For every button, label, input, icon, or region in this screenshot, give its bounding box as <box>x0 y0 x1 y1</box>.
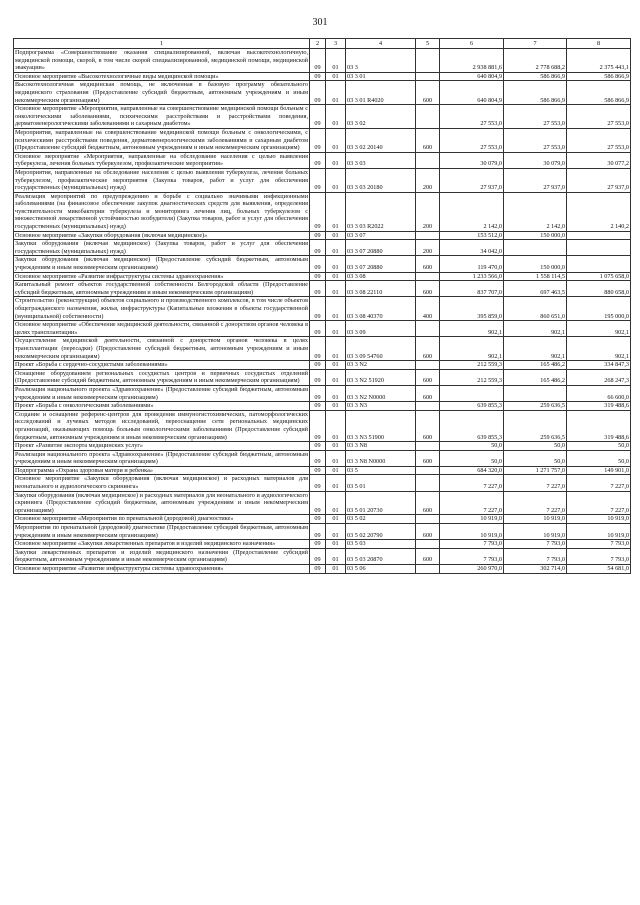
row-name: Закупки лекарственных препаратов и изделий медицинского назначения (Предоставление субсидий бюджетным, автономным учреждениям и иным некоммерческим организациям) <box>15 548 308 564</box>
row-amount-1: 2 938 881,6 <box>440 49 504 73</box>
column-header-amount-3: 8 <box>567 39 631 49</box>
row-amount-1: 2 142,0 <box>440 192 504 231</box>
row-target-article: 03 5 <box>346 466 416 475</box>
row-amount-1: 7 227,0 <box>440 491 504 515</box>
row-name: Основное мероприятие «Закупки оборудования (включая медицинское)» <box>14 231 310 240</box>
page-number: 301 <box>312 17 328 28</box>
row-amount-3: 10 919,0 <box>567 515 631 524</box>
row-target-article: 03 5 03 20870 <box>346 548 416 564</box>
row-name: Основное мероприятие «Закупки оборудования (включая медицинское) и расходных материалов для неонатального и аудиологического скрининга» <box>15 475 308 491</box>
row-amount-1: 640 804,9 <box>440 81 504 105</box>
table-row <box>14 240 631 256</box>
row-subsection: 01 <box>326 128 346 152</box>
row-amount-1: 684 320,0 <box>440 466 504 475</box>
row-name: Основное мероприятие «Мероприятия, направленные на обследование населения с целью выявления туберкулеза, лечения больных туберкулезом, профилактические мероприятия» <box>15 152 308 168</box>
row-amount-1: 7 793,0 <box>440 540 504 549</box>
table-row <box>14 565 631 574</box>
row-name: Оснащение оборудованием региональных сосудистых центров и первичных сосудистых отделений (Предоставление субсидий бюджетным, автономным учреждениям и иным некоммерческим организациям) <box>15 369 308 385</box>
row-expense-type: 600 <box>416 524 440 540</box>
row-target-article: 03 5 06 <box>346 565 416 574</box>
row-amount-2: 259 636,5 <box>504 410 567 441</box>
row-amount-2: 50,0 <box>504 450 567 466</box>
row-name: Реализация национального проекта «Здравоохранение» (Предоставление субсидий бюджетным, автономным учреждениям и иным некоммерческим организациям) <box>15 385 308 401</box>
row-amount-3 <box>567 240 631 256</box>
row-amount-3: 7 227,0 <box>567 475 631 491</box>
row-amount-1: 260 970,0 <box>440 565 504 574</box>
row-subsection: 01 <box>326 192 346 231</box>
row-section: 09 <box>310 515 326 524</box>
row-target-article: 03 3 09 <box>346 321 416 337</box>
row-amount-2: 860 651,0 <box>504 297 567 321</box>
table-row <box>14 442 631 451</box>
row-target-article: 03 5 02 <box>346 515 416 524</box>
row-amount-3: 334 847,3 <box>567 361 631 370</box>
row-subsection: 01 <box>326 321 346 337</box>
row-subsection: 01 <box>326 402 346 411</box>
row-amount-1: 7 227,0 <box>440 475 504 491</box>
row-subsection: 01 <box>326 565 346 574</box>
row-target-article: 03 5 01 <box>346 475 416 491</box>
row-amount-3: 149 901,0 <box>567 466 631 475</box>
row-expense-type <box>416 49 440 73</box>
row-name: Мероприятия по пренатальной (дородовой) диагностике (Предоставление субсидий бюджетным, автономным учреждениям и иным некоммерческим организациям) <box>15 524 308 539</box>
row-target-article: 03 3 N2 N0000 <box>346 385 416 401</box>
row-name: Осуществление медицинской деятельности, связанной с донорством органов человека в целях трансплантации (пересадки) (Предоставление субсидий бюджетным, автономным учреждениям и иным некоммерческим организациям) <box>15 337 308 360</box>
row-expense-type <box>416 361 440 370</box>
row-section: 09 <box>310 524 326 540</box>
row-section: 09 <box>310 168 326 192</box>
table-row <box>14 272 631 281</box>
row-target-article: 03 3 01 R4020 <box>346 81 416 105</box>
row-expense-type <box>416 515 440 524</box>
row-amount-3: 30 077,2 <box>567 152 631 168</box>
row-expense-type <box>416 321 440 337</box>
row-section: 09 <box>310 231 326 240</box>
table-row <box>14 491 631 515</box>
row-amount-3: 7 793,0 <box>567 540 631 549</box>
row-name: Основное мероприятие «Обеспечение медицинской деятельности, связанной с донорством органов человека в целях трансплантации» <box>15 321 308 336</box>
budget-table <box>13 38 631 574</box>
row-subsection: 01 <box>326 49 346 73</box>
row-section: 09 <box>310 105 326 129</box>
row-section: 09 <box>310 321 326 337</box>
row-section: 09 <box>310 72 326 81</box>
table-row <box>14 515 631 524</box>
row-amount-1: 639 855,3 <box>440 402 504 411</box>
row-section: 09 <box>310 152 326 168</box>
table-row <box>14 540 631 549</box>
row-amount-2: 2 778 688,2 <box>504 49 567 73</box>
row-target-article: 03 3 N2 <box>346 361 416 370</box>
row-amount-1 <box>440 385 504 401</box>
row-subsection: 01 <box>326 361 346 370</box>
row-amount-3: 319 488,6 <box>567 402 631 411</box>
table-row <box>14 105 631 129</box>
row-subsection: 01 <box>326 297 346 321</box>
table-row <box>14 337 631 361</box>
row-amount-1: 212 559,3 <box>440 369 504 385</box>
column-header-subsection: 3 <box>326 39 346 49</box>
row-target-article: 03 3 08 <box>346 272 416 281</box>
row-amount-2 <box>504 385 567 401</box>
row-amount-1: 10 919,0 <box>440 524 504 540</box>
row-amount-1: 640 804,9 <box>440 72 504 81</box>
row-subsection: 01 <box>326 524 346 540</box>
row-name: Подпрограмма «Охрана здоровья матери и ребенка» <box>14 466 310 475</box>
table-row <box>14 475 631 491</box>
row-name: Высокотехнологичная медицинская помощь, не включенная в базовую программу обязательного медицинского страхования (Предоставление субсидий бюджетным, автономным учреждениям и иным некоммерческим организациям) <box>15 81 308 104</box>
row-target-article: 03 3 08 40370 <box>346 297 416 321</box>
row-amount-1: 837 707,0 <box>440 281 504 297</box>
row-target-article: 03 5 02 20790 <box>346 524 416 540</box>
table-row <box>14 524 631 540</box>
row-amount-1: 395 859,0 <box>440 297 504 321</box>
row-amount-1: 27 553,0 <box>440 128 504 152</box>
table-row <box>14 361 631 370</box>
row-name: Капитальный ремонт объектов государственной собственности Белгородской области (Предоставление субсидий бюджетным, автономным учреждениям и иным некоммерческим организациям) <box>15 281 308 296</box>
row-amount-2: 27 937,0 <box>504 168 567 192</box>
row-subsection: 01 <box>326 240 346 256</box>
row-amount-3: 27 553,0 <box>567 105 631 129</box>
row-target-article: 03 5 03 <box>346 540 416 549</box>
row-name: Основное мероприятие «Высокотехнологичные виды медицинской помощи» <box>14 72 310 81</box>
row-subsection: 01 <box>326 450 346 466</box>
row-section: 09 <box>310 256 326 272</box>
row-subsection: 01 <box>326 168 346 192</box>
row-subsection: 01 <box>326 466 346 475</box>
row-amount-2: 586 866,9 <box>504 72 567 81</box>
table-row <box>14 369 631 385</box>
row-section: 09 <box>310 192 326 231</box>
row-section: 09 <box>310 81 326 105</box>
row-expense-type <box>416 540 440 549</box>
row-amount-3: 27 553,0 <box>567 128 631 152</box>
row-subsection: 01 <box>326 515 346 524</box>
row-target-article: 03 3 08 22110 <box>346 281 416 297</box>
row-amount-2: 27 553,0 <box>504 105 567 129</box>
table-row <box>14 466 631 475</box>
table-row <box>14 128 631 152</box>
row-amount-2: 27 553,0 <box>504 128 567 152</box>
row-subsection: 01 <box>326 81 346 105</box>
row-subsection: 01 <box>326 410 346 441</box>
row-section: 09 <box>310 540 326 549</box>
row-amount-3: 2 140,2 <box>567 192 631 231</box>
row-amount-2: 30 079,0 <box>504 152 567 168</box>
row-amount-2: 150 000,0 <box>504 256 567 272</box>
row-name: Проект «Борьба с сердечно-сосудистыми заболеваниями» <box>14 361 310 370</box>
row-expense-type <box>416 72 440 81</box>
row-amount-3: 2 375 443,1 <box>567 49 631 73</box>
row-name: Мероприятия, направленные на совершенствование медицинской помощи больным с онкологическими, с психическими расстройствами поведения, дерматовенерологическими заболеваниями и сахарным диабетом (Предоставление субсидий бюджетным, автономным учреждениям и иным некоммерческим организациям) <box>15 128 308 152</box>
table-row <box>14 385 631 401</box>
row-section: 09 <box>310 565 326 574</box>
table-row <box>14 410 631 441</box>
row-amount-2: 165 486,2 <box>504 361 567 370</box>
row-subsection: 01 <box>326 442 346 451</box>
row-name: Основное мероприятие «Развитие инфраструктуры системы здравоохранения» <box>14 272 310 281</box>
row-subsection: 01 <box>326 105 346 129</box>
row-subsection: 01 <box>326 540 346 549</box>
table-row <box>14 402 631 411</box>
row-amount-1: 902,1 <box>440 337 504 361</box>
row-amount-3: 319 488,6 <box>567 410 631 441</box>
row-name: Основное мероприятие «Мероприятия по пренатальной (дородовой) диагностике» <box>14 515 310 524</box>
row-name: Строительство (реконструкция) объектов социального и производственного комплексов, в том числе объектов общегражданского назначения, жилья, инфраструктуры (Капитальные вложения в объекты государственной (муниципальной) собственности) <box>15 297 308 320</box>
row-amount-2 <box>504 240 567 256</box>
table-header-row <box>14 39 631 49</box>
row-amount-1: 212 559,3 <box>440 361 504 370</box>
row-amount-2: 697 463,5 <box>504 281 567 297</box>
row-expense-type: 200 <box>416 192 440 231</box>
row-amount-2: 7 227,0 <box>504 475 567 491</box>
row-amount-2: 10 919,0 <box>504 524 567 540</box>
row-target-article: 03 3 02 <box>346 105 416 129</box>
row-amount-1: 27 553,0 <box>440 105 504 129</box>
table-row <box>14 450 631 466</box>
row-section: 09 <box>310 297 326 321</box>
row-subsection: 01 <box>326 281 346 297</box>
row-subsection: 01 <box>326 72 346 81</box>
row-expense-type: 600 <box>416 385 440 401</box>
table-row <box>14 297 631 321</box>
row-section: 09 <box>310 281 326 297</box>
row-name: Проект «Борьба с онкологическими заболеваниями» <box>14 402 310 411</box>
row-amount-1: 1 233 566,0 <box>440 272 504 281</box>
table-row <box>14 81 631 105</box>
row-expense-type: 600 <box>416 256 440 272</box>
row-section: 09 <box>310 402 326 411</box>
row-target-article: 03 3 01 <box>346 72 416 81</box>
row-amount-3: 10 919,0 <box>567 524 631 540</box>
row-amount-3: 66 600,0 <box>567 385 631 401</box>
row-amount-3: 7 227,0 <box>567 491 631 515</box>
row-amount-3 <box>567 231 631 240</box>
row-target-article: 03 3 03 R2022 <box>346 192 416 231</box>
row-amount-2: 150 000,0 <box>504 231 567 240</box>
row-amount-2: 586 866,9 <box>504 81 567 105</box>
column-header-name: 1 <box>14 39 310 49</box>
row-expense-type: 200 <box>416 240 440 256</box>
row-subsection: 01 <box>326 385 346 401</box>
row-amount-1: 639 855,3 <box>440 410 504 441</box>
row-amount-1: 153 512,0 <box>440 231 504 240</box>
row-subsection: 01 <box>326 152 346 168</box>
column-header-section: 2 <box>310 39 326 49</box>
row-amount-2: 50,0 <box>504 442 567 451</box>
row-expense-type: 600 <box>416 369 440 385</box>
row-amount-2: 7 793,0 <box>504 548 567 564</box>
row-expense-type: 600 <box>416 337 440 361</box>
row-amount-2: 2 142,0 <box>504 192 567 231</box>
row-expense-type <box>416 466 440 475</box>
table-row <box>14 231 631 240</box>
row-target-article: 03 3 03 <box>346 152 416 168</box>
row-expense-type <box>416 565 440 574</box>
row-name: Мероприятия, направленные на обследование населения с целью выявления туберкулеза, лечения больных туберкулезом, профилактические мероприятия (Закупка товаров, работ и услуг для обеспечения государственных (муниципальных) нужд) <box>15 168 308 192</box>
row-name: Реализация национального проекта «Здравоохранение» (Предоставление субсидий бюджетным, автономным учреждениям и иным некоммерческим организациям) <box>15 450 308 466</box>
row-name: Закупки оборудования (включая медицинское) (Предоставление субсидий бюджетным, автономным учреждениям и иным некоммерческим организациям) <box>15 256 308 272</box>
row-target-article: 03 3 07 <box>346 231 416 240</box>
row-amount-3: 1 075 658,0 <box>567 272 631 281</box>
row-amount-2: 902,1 <box>504 337 567 361</box>
row-amount-3: 7 793,0 <box>567 548 631 564</box>
table-row <box>14 321 631 337</box>
row-amount-2: 10 919,0 <box>504 515 567 524</box>
row-amount-1: 50,0 <box>440 450 504 466</box>
table-body <box>14 49 631 574</box>
row-target-article: 03 3 02 20140 <box>346 128 416 152</box>
table-row <box>14 72 631 81</box>
row-expense-type: 600 <box>416 450 440 466</box>
row-target-article: 03 3 <box>346 49 416 73</box>
row-amount-3: 268 247,3 <box>567 369 631 385</box>
row-expense-type <box>416 152 440 168</box>
row-amount-2: 259 636,5 <box>504 402 567 411</box>
row-amount-3 <box>567 256 631 272</box>
table-row <box>14 192 631 231</box>
row-subsection: 01 <box>326 548 346 564</box>
row-amount-1: 119 470,0 <box>440 256 504 272</box>
table-row <box>14 49 631 73</box>
row-amount-2: 7 793,0 <box>504 540 567 549</box>
row-section: 09 <box>310 442 326 451</box>
row-section: 09 <box>310 491 326 515</box>
row-amount-1: 30 079,0 <box>440 152 504 168</box>
row-expense-type: 400 <box>416 297 440 321</box>
row-expense-type: 600 <box>416 410 440 441</box>
column-header-amount-1: 6 <box>440 39 504 49</box>
row-name: Основное мероприятие «Развитие инфраструктуры системы здравоохранения» <box>14 565 310 574</box>
row-amount-2: 1 271 757,0 <box>504 466 567 475</box>
row-expense-type <box>416 272 440 281</box>
row-expense-type <box>416 231 440 240</box>
row-name: Основное мероприятие «Мероприятия, направленные на совершенствование медицинской помощи больным с онкологическими заболеваниями, психическими расстройствами и расстройствами поведения, дерматовенерологическими заболеваниями и сахарным диабетом» <box>15 105 308 128</box>
row-section: 09 <box>310 49 326 73</box>
row-target-article: 03 3 07 20880 <box>346 240 416 256</box>
row-section: 09 <box>310 337 326 361</box>
row-amount-3: 902,1 <box>567 321 631 337</box>
row-name: Закупки оборудования (включая медицинское) и расходных материалов для неонатального и аудиологического скрининга (Предоставление субсидий бюджетным, автономным учреждениям и иным некоммерческим организациям) <box>15 491 308 514</box>
row-subsection: 01 <box>326 272 346 281</box>
row-expense-type <box>416 402 440 411</box>
row-section: 09 <box>310 548 326 564</box>
row-amount-1: 10 919,0 <box>440 515 504 524</box>
row-amount-3: 880 658,0 <box>567 281 631 297</box>
row-expense-type <box>416 442 440 451</box>
row-target-article: 03 3 N3 51900 <box>346 410 416 441</box>
column-header-amount-2: 7 <box>504 39 567 49</box>
row-target-article: 03 3 03 20180 <box>346 168 416 192</box>
row-section: 09 <box>310 272 326 281</box>
row-section: 09 <box>310 240 326 256</box>
column-header-expense-type: 5 <box>416 39 440 49</box>
row-amount-3: 50,0 <box>567 442 631 451</box>
row-expense-type: 600 <box>416 548 440 564</box>
row-name: Реализация мероприятий по предупреждению и борьбе с социально значимыми инфекционными заболеваниями (на финансовое обеспечение закупок диагностических средств для выявления, определения чувствительности микобактерии туберкулеза и мониторинга лечения лиц, больных туберкулезом с множественной лекарственной устойчивостью возбудителя) (Закупка товаров, работ и услуг для обеспечения государственных (муниципальных) нужд) <box>15 192 308 231</box>
row-target-article: 03 3 09 54760 <box>346 337 416 361</box>
row-section: 09 <box>310 128 326 152</box>
row-amount-3: 586 866,9 <box>567 81 631 105</box>
row-amount-1: 34 042,0 <box>440 240 504 256</box>
row-expense-type: 600 <box>416 491 440 515</box>
row-subsection: 01 <box>326 256 346 272</box>
row-name: Закупки оборудования (включая медицинское) (Закупка товаров, работ и услуг для обеспечения государственных (муниципальных) нужд) <box>15 240 308 255</box>
row-target-article: 03 3 N3 <box>346 402 416 411</box>
row-amount-1: 27 937,0 <box>440 168 504 192</box>
row-amount-1: 50,0 <box>440 442 504 451</box>
row-amount-3: 54 681,0 <box>567 565 631 574</box>
row-section: 09 <box>310 369 326 385</box>
table-row <box>14 168 631 192</box>
row-amount-2: 902,1 <box>504 321 567 337</box>
row-section: 09 <box>310 385 326 401</box>
row-amount-3: 195 000,0 <box>567 297 631 321</box>
row-name: Создание и оснащение референс-центров для проведения иммуногистохимических, патоморфологических исследований и лучевых методов исследований, переоснащение сети региональных медицинских организаций, оказывающих помощь больным онкологическими заболеваниями (Предоставление субсидий бюджетным, автономным учреждениям и иным некоммерческим организациям) <box>15 410 308 441</box>
row-amount-2: 302 714,0 <box>504 565 567 574</box>
row-name: Основное мероприятие «Закупки лекарственных препаратов и изделий медицинского назначения» <box>14 540 310 549</box>
row-expense-type: 600 <box>416 128 440 152</box>
row-target-article: 03 3 N8 N0000 <box>346 450 416 466</box>
row-amount-3: 586 866,9 <box>567 72 631 81</box>
row-subsection: 01 <box>326 369 346 385</box>
column-header-target-article: 4 <box>346 39 416 49</box>
row-amount-2: 7 227,0 <box>504 491 567 515</box>
row-target-article: 03 3 N2 51920 <box>346 369 416 385</box>
row-expense-type <box>416 475 440 491</box>
row-amount-3: 50,0 <box>567 450 631 466</box>
row-expense-type: 600 <box>416 81 440 105</box>
row-subsection: 01 <box>326 231 346 240</box>
row-section: 09 <box>310 361 326 370</box>
row-subsection: 01 <box>326 475 346 491</box>
row-amount-2: 1 558 114,5 <box>504 272 567 281</box>
table-row <box>14 256 631 272</box>
row-section: 09 <box>310 450 326 466</box>
row-subsection: 01 <box>326 337 346 361</box>
row-amount-3: 902,1 <box>567 337 631 361</box>
row-expense-type <box>416 105 440 129</box>
row-section: 09 <box>310 475 326 491</box>
row-amount-2: 165 486,2 <box>504 369 567 385</box>
row-target-article: 03 3 N8 <box>346 442 416 451</box>
row-target-article: 03 3 07 20880 <box>346 256 416 272</box>
row-target-article: 03 5 01 20730 <box>346 491 416 515</box>
row-amount-3: 27 937,0 <box>567 168 631 192</box>
table-row <box>14 152 631 168</box>
row-section: 09 <box>310 410 326 441</box>
row-amount-1: 902,1 <box>440 321 504 337</box>
row-amount-1: 7 793,0 <box>440 548 504 564</box>
row-expense-type: 200 <box>416 168 440 192</box>
table-row <box>14 548 631 564</box>
row-section: 09 <box>310 466 326 475</box>
row-expense-type: 600 <box>416 281 440 297</box>
row-name: Подпрограмма «Совершенствование оказания специализированной, включая высокотехнологичную, медицинской помощи, скорой, в том числе скорой специализированной, медицинской помощи, медицинской эвакуации» <box>15 49 308 72</box>
row-subsection: 01 <box>326 491 346 515</box>
table-row <box>14 281 631 297</box>
row-name: Проект «Развитие экспорта медицинских услуг» <box>14 442 310 451</box>
